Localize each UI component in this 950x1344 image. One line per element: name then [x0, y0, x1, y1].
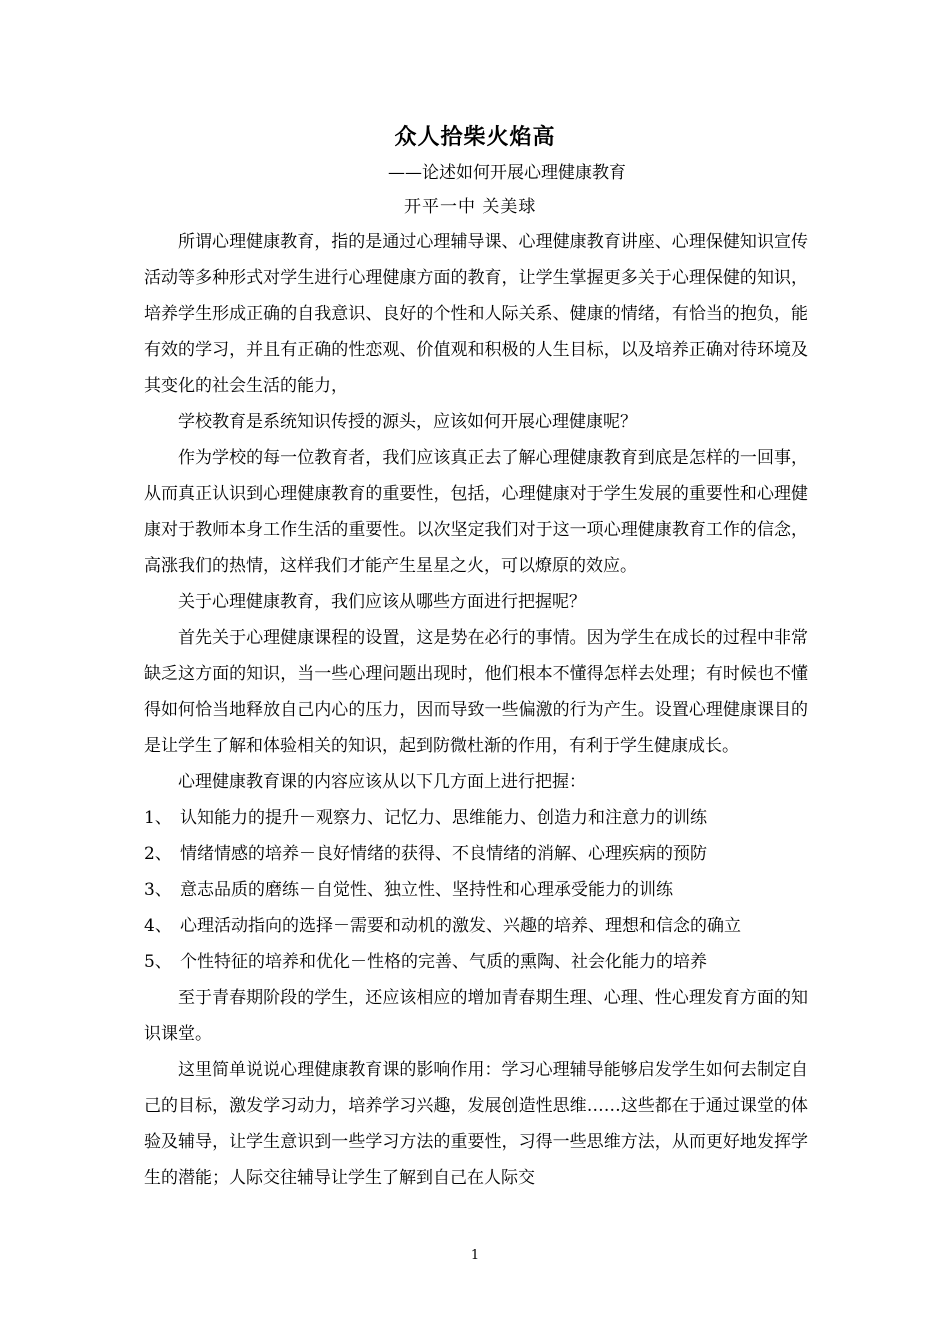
- list-text: 心理活动指向的选择－需要和动机的激发、兴趣的培养、理想和信念的确立: [180, 916, 741, 936]
- list-item: [144, 944, 808, 980]
- list-text: 意志品质的磨练－自觉性、独立性、坚持性和心理承受能力的训练: [180, 880, 673, 900]
- list-text: 认知能力的提升－观察力、记忆力、思维能力、创造力和注意力的训练: [180, 808, 707, 828]
- list-number: 5、: [144, 952, 172, 972]
- paragraph: 这里简单说说心理健康教育课的影响作用：学习心理辅导能够启发学生如何去制定自己的目标，激发学习动力，培养学习兴趣，发展创造性思维……这些都在于通过课堂的体验及辅导，让学生意识到一些学习方法的重要性，习得一些思维方法，从而更好地发挥学生的潜能；人际交往辅导让学生了解到自己在人际交: [144, 1060, 808, 1188]
- paragraph: 所谓心理健康教育，指的是通过心理辅导课、心理健康教育讲座、心理保健知识宣传活动等多种形式对学生进行心理健康方面的教育，让学生掌握更多关于心理保健的知识，培养学生形成正确的自我意识、良好的个性和人际关系、健康的情绪，有恰当的抱负，能有效的学习，并且有正确的性恋观、价值观和积极的人生目标，以及培养正确对待环境及其变化的社会生活的能力，: [144, 232, 808, 396]
- list-item: [144, 800, 808, 836]
- list-item: [144, 908, 808, 944]
- list-number: 1、: [144, 808, 172, 828]
- paragraph: 首先关于心理健康课程的设置，这是势在必行的事情。因为学生在成长的过程中非常缺乏这方面的知识，当一些心理问题出现时，他们根本不懂得怎样去处理；有时候也不懂得如何恰当地释放自己内心的压力，因而导致一些偏激的行为产生。设置心理健康课目的是让学生了解和体验相关的知识，起到防微杜渐的作用，有利于学生健康成长。: [144, 628, 808, 756]
- paragraph: 作为学校的每一位教育者，我们应该真正去了解心理健康教育到底是怎样的一回事，从而真正认识到心理健康教育的重要性，包括，心理健康对于学生发展的重要性和心理健康对于教师本身工作生活的重要性。以次坚定我们对于这一项心理健康教育工作的信念，高涨我们的热情，这样我们才能产生星星之火，可以燎原的效应。: [144, 448, 808, 576]
- list-item: [144, 836, 808, 872]
- paragraph: 心理健康教育课的内容应该从以下几方面上进行把握：: [178, 772, 586, 792]
- list-number: 4、: [144, 916, 172, 936]
- body-text: [144, 224, 808, 1196]
- document-subtitle: ——论述如何开展心理健康教育: [388, 163, 626, 183]
- list-number: 3、: [144, 880, 172, 900]
- list-text: 情绪情感的培养－良好情绪的获得、不良情绪的消解、心理疾病的预防: [180, 844, 707, 864]
- list-item: [144, 872, 808, 908]
- author-line: 开平一中 关美球: [404, 197, 537, 217]
- paragraph: 至于青春期阶段的学生，还应该相应的增加青春期生理、心理、性心理发育方面的知识课堂。: [144, 988, 808, 1044]
- document-title: 众人拾柴火焰高: [394, 124, 556, 150]
- paragraph: 学校教育是系统知识传授的源头，应该如何开展心理健康呢？: [178, 412, 637, 432]
- page-number: 1: [470, 1248, 480, 1263]
- list-number: 2、: [144, 844, 172, 864]
- paragraph: 关于心理健康教育，我们应该从哪些方面进行把握呢？: [178, 592, 586, 612]
- list-text: 个性特征的培养和优化－性格的完善、气质的熏陶、社会化能力的培养: [180, 952, 707, 972]
